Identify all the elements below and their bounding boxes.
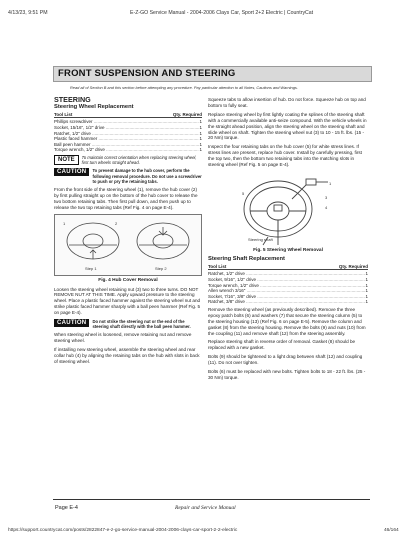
caution-badge: CAUTION [54,168,89,176]
tool-name: Socket, 15/16", 1/2" drive ..... [54,125,199,131]
caution-badge: CAUTION [54,319,89,327]
tool-qty: 1 [199,119,202,125]
paragraph: Replace steering wheel by first lightly coating the splines of the steering shaft with a commercially available anti-seize compound. With the vehicle wheels in the straight ahead position, align the steering wheel on the steering shaft and slide wheel on shaft. Tighten the steering wheel nut (3) to 10 - 15 ft. lbs. (15 - 20 Nm) torque. [208,111,367,141]
tool-name: Plastic faced hammer ..... [54,136,199,142]
tool-list-label: Tool List [208,263,227,269]
svg-text:3: 3 [325,194,328,200]
tool-qty: 1 [365,282,368,288]
note-callout [54,155,202,165]
tool-qty: 1 [199,141,202,147]
tool-name: Socket, 9/16", 1/2" drive ..... [208,277,365,283]
paragraph: When steering wheel is loosened, remove retaining nut and remove steering wheel. [54,332,192,344]
caution-callout [54,168,202,184]
paragraph: Inspect the four retaining tabs on the hub cover (5) for white stress lines. If stress lines are present, replace hub cover. Install by carefully pressing, first the top two, then the bottom two retaining tabs into the matching slots in steering wheel (Ref Fig. 5 on page E-4). [208,144,362,168]
page-number: Page E-4 [55,505,78,511]
qty-label: Qty. Required [172,111,202,117]
svg-text:2: 2 [115,220,118,226]
figure-hub-cover-removal [54,214,202,276]
print-datetime: 4/13/23, 9:51 PM [8,10,48,16]
tool-list-label: Tool List [54,111,73,117]
tool-name: Torque wrench, 1/2" drive ..... [208,283,365,289]
tool-row [208,299,368,305]
paragraph: Replace steering shaft in reverse order of removal. Gasket (8) should be replaced with a new gasket. [208,339,356,351]
steering-heading: STEERING [54,95,91,104]
tool-qty: 1 [365,293,368,299]
tool-name: Socket, 7/16", 3/8" drive ..... [208,294,365,300]
paragraph: If installing new steering wheel, assemble the steering wheel and rear collar hub (4) by aligning the retaining tabs on the hub with slots in back of steering wheel. [54,347,200,365]
caution-callout [54,319,202,329]
fig4-caption: Fig. 4 Hub Cover Removal [98,277,158,283]
tool-name: Ratchet, 1/2" drive ..... [208,271,365,277]
tool-name: Ratchet, 3/8" drive ..... [208,299,365,305]
right-column [208,97,368,384]
figure-steering-wheel-removal [208,171,368,247]
manual-title: Repair and Service Manual [175,505,236,511]
svg-text:4: 4 [325,204,328,210]
ssr-heading: Steering Shaft Replacement [208,255,285,262]
tool-qty: 1 [199,130,202,136]
print-tab-title: E-Z-GO Service Manual - 2004-2006 Clays Car, Sport 2+2 Electric | CountryCat [130,10,314,16]
fig5-caption: Fig. 5 Steering Wheel Removal [253,247,323,253]
tool-name: Ball peen hammer ..... [54,142,199,148]
tool-name: Ratchet, 1/2" drive ..... [54,131,199,137]
tool-qty: 1 [365,299,368,305]
paragraph: Bolts (9) should be tightened to a light drag between shaft (12) and coupling (11). Do not over tighten. [208,354,363,366]
left-column [54,97,202,368]
paragraph: Bolts (6) must be replaced with new bolts. Tighten bolts to 18 - 22 ft. lbs. (25 - 30 Nm) torque. [208,369,366,380]
tool-name: Torque wrench, 1/2" drive ..... [54,147,199,153]
qty-label: Qty. Required [338,263,368,269]
paragraph: Loosen the steering wheel retaining nut (3) two to three turns. DO NOT REMOVE NUT AT THIS TIME. Apply upward pressure to the steering wheel. Place a plastic faced hammer against the steering wheel nut and strike plastic faced hammer sharply with a ball peen hammer (Ref Fig. 5 on page E-4). [54,286,201,316]
fig4-step1-label: Step 1 [85,265,97,271]
paragraph: Squeeze tabs to allow insertion of hub. Do not force. Squeeze hub on top and bottom to fully seat. [208,97,366,108]
svg-text:1: 1 [329,180,332,186]
fig5-shaft-label: Steering shaft [248,236,273,242]
intro-note: Read all of Section B and this section before attempting any procedure. Pay particular attention to all Notes, Cautions and Warnings. [70,85,298,90]
footer-rule [53,499,370,500]
print-page-count: 46/164 [384,528,399,533]
tool-name: Allen wrench 3/16" ..... [208,288,365,294]
tool-name: Phillips screwdriver ..... [54,119,199,125]
steering-wheel-illustration [208,171,368,247]
svg-text:5: 5 [242,190,245,196]
tool-qty: 1 [365,271,368,277]
swr-heading: Steering Wheel Replacement [54,103,134,110]
tool-row [54,147,202,153]
tool-qty: 1 [365,276,368,282]
tool-qty: 1 [199,125,202,130]
print-url: https://support.countrycat.com/posts/2822847-e-z-go-service-manual-2004-2006-clays-car-sport-2-2-electric [8,528,238,533]
section-title: FRONT SUSPENSION AND STEERING [58,68,236,79]
tool-list-header [208,264,368,271]
fig4-step2-label: Step 2 [155,265,167,271]
hub-cover-illustration [55,215,201,275]
svg-text:1: 1 [63,220,66,226]
tool-qty: 1 [365,288,368,294]
caution-text: To prevent damage to the hub cover, perform the following removal procedure. Do not use a screwdriver to push or pry the retaining tabs. [92,168,202,184]
note-badge: NOTE [54,155,79,165]
tool-qty: 1 [199,147,202,153]
note-text: To maintain correct orientation when replacing steering wheel, first turn wheels straight ahead. [81,154,197,166]
tool-list-header [54,112,202,119]
tool-qty: 1 [199,136,202,142]
paragraph: From the front side of the steering wheel (1), remove the hub cover (2) by first pulling straight up on the bottom of the hub cover to release the two bottom retaining tabs. Then first pull down, and then push up to release the two top retaining tabs (Ref Fig. 4 on page E-4). [54,186,198,210]
paragraph: Remove the steering wheel (as previously described). Remove the three epoxy patch bolts (6) and washers (7) that secure the steering column (5) to the steering housing (13) (Ref Fig. 6 on page E-5). Remove the column and gasket (8) from the steering housing. Remove the bolts (9) and nuts (10) from the coupling (11) and remove shaft (12) from the steering assembly. [208,306,366,336]
caution-text: Do not strike the steering nut or the end of the steering shaft directly with the ball peen hammer. [92,319,191,330]
